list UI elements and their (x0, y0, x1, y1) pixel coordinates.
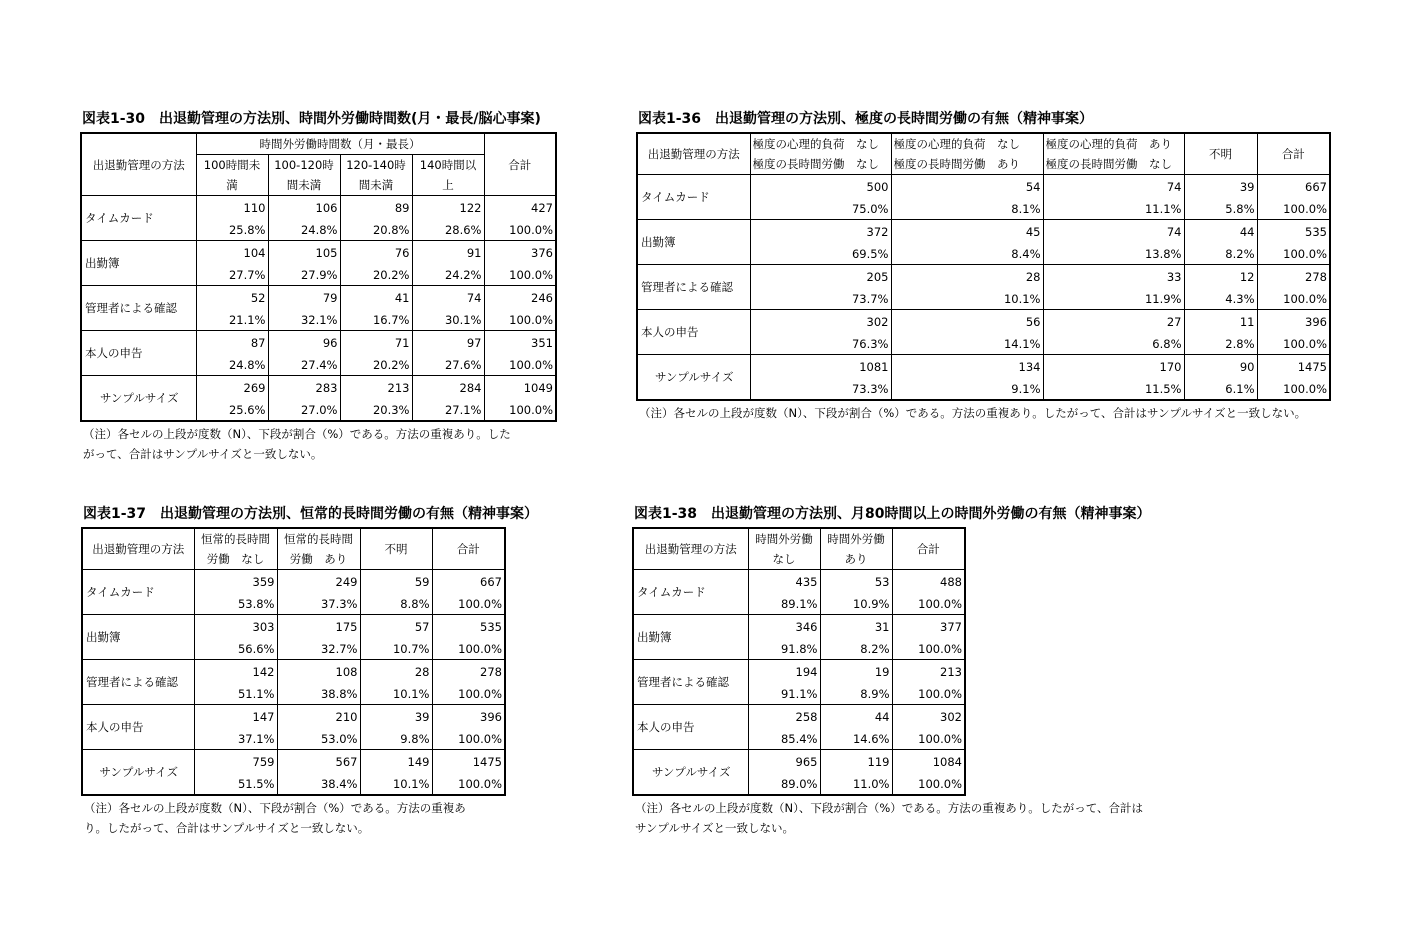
count-cell: 170 (1043, 355, 1184, 378)
percent-cell: 37.3% (277, 592, 360, 615)
count-cell: 488 (892, 570, 965, 593)
percent-cell: 89.0% (748, 772, 820, 795)
table-row (82, 705, 505, 728)
figure-title: 図表1-36 出退勤管理の方法別、極度の長時間労働の有無（精神事案） (638, 111, 1094, 127)
count-cell: 667 (1257, 175, 1330, 198)
count-cell: 31 (820, 615, 892, 638)
percent-cell: 27.6% (412, 353, 484, 376)
percent-cell: 32.7% (277, 637, 360, 660)
note-line: （注）各セルの上段が度数（N）、下段が割合（%）である。方法の重複あ (84, 801, 466, 815)
percent-cell: 32.1% (268, 308, 340, 331)
table-body (81, 133, 556, 421)
count-cell: 213 (340, 376, 412, 399)
percent-cell: 100.0% (432, 592, 505, 615)
count-cell: 142 (194, 660, 277, 683)
count-cell: 283 (268, 376, 340, 399)
percent-cell: 20.8% (340, 218, 412, 241)
row-label: 本人の申告 (633, 705, 748, 750)
figure-1-37 (81, 505, 538, 838)
count-cell: 1475 (432, 750, 505, 773)
count-cell: 396 (1257, 310, 1330, 333)
column-header: 極度の心理的負荷 あり (1043, 133, 1184, 154)
percent-cell: 100.0% (892, 682, 965, 705)
count-cell: 278 (432, 660, 505, 683)
percent-cell: 24.8% (196, 353, 268, 376)
percent-cell: 100.0% (484, 308, 556, 331)
method-header: 出退勤管理の方法 (82, 528, 194, 570)
row-label: 出勤簿 (633, 615, 748, 660)
count-cell: 258 (748, 705, 820, 728)
table-row (82, 660, 505, 683)
row-label: 本人の申告 (637, 310, 750, 355)
table-row (637, 265, 1330, 288)
percent-cell: 13.8% (1043, 242, 1184, 265)
table-row (81, 286, 556, 309)
row-label: サンプルサイズ (633, 750, 748, 796)
note-line: サンプルサイズと一致しない。 (635, 821, 795, 835)
table-row (633, 660, 965, 683)
row-label: サンプルサイズ (82, 750, 194, 796)
count-cell: 28 (360, 660, 432, 683)
row-label: 管理者による確認 (81, 286, 196, 331)
data-table (80, 132, 557, 422)
data-table (636, 132, 1331, 401)
count-cell: 39 (360, 705, 432, 728)
table-row (82, 615, 505, 638)
percent-cell: 100.0% (1257, 377, 1330, 400)
percent-cell: 37.1% (194, 727, 277, 750)
percent-cell: 27.0% (268, 398, 340, 421)
percent-cell: 10.1% (891, 287, 1043, 310)
percent-cell: 56.6% (194, 637, 277, 660)
table-row (81, 196, 556, 219)
percent-cell: 10.7% (360, 637, 432, 660)
percent-cell: 73.7% (750, 287, 891, 310)
count-cell: 39 (1184, 175, 1257, 198)
count-cell: 52 (196, 286, 268, 309)
count-cell: 122 (412, 196, 484, 219)
percent-cell: 11.9% (1043, 287, 1184, 310)
data-table (81, 527, 506, 796)
column-header: 恒常的長時間 (194, 528, 277, 549)
column-header: あり (820, 549, 892, 570)
percent-cell: 20.2% (340, 353, 412, 376)
percent-cell: 100.0% (892, 637, 965, 660)
count-cell: 44 (820, 705, 892, 728)
table-body (637, 133, 1330, 400)
percent-cell: 53.8% (194, 592, 277, 615)
count-cell: 74 (412, 286, 484, 309)
column-header: 極度の長時間労働 あり (891, 154, 1043, 175)
table-note (635, 798, 1151, 838)
row-label: 本人の申告 (82, 705, 194, 750)
count-cell: 1475 (1257, 355, 1330, 378)
percent-cell: 100.0% (1257, 332, 1330, 355)
count-cell: 56 (891, 310, 1043, 333)
count-cell: 105 (268, 241, 340, 264)
data-table (632, 527, 966, 796)
count-cell: 59 (360, 570, 432, 593)
count-cell: 965 (748, 750, 820, 773)
percent-cell: 53.0% (277, 727, 360, 750)
count-cell: 396 (432, 705, 505, 728)
row-label: 出勤簿 (81, 241, 196, 286)
percent-cell: 11.5% (1043, 377, 1184, 400)
percent-cell: 20.2% (340, 263, 412, 286)
note-line: （注）各セルの上段が度数（N）、下段が割合（%）である。方法の重複あり。したがって、合計は (635, 801, 1144, 815)
percent-cell: 91.1% (748, 682, 820, 705)
percent-cell: 100.0% (432, 727, 505, 750)
figure-1-38 (632, 505, 1151, 838)
count-cell: 74 (1043, 220, 1184, 243)
column-header: 間未満 (268, 175, 340, 196)
table-note (639, 403, 1331, 423)
count-cell: 110 (196, 196, 268, 219)
column-header: 120-140時 (340, 155, 412, 176)
table-row (637, 220, 1330, 243)
percent-cell: 91.8% (748, 637, 820, 660)
count-cell: 53 (820, 570, 892, 593)
figure-title: 図表1-38 出退勤管理の方法別、月80時間以上の時間外労働の有無（精神事案） (634, 506, 1151, 522)
count-cell: 12 (1184, 265, 1257, 288)
percent-cell: 10.1% (360, 682, 432, 705)
percent-cell: 100.0% (892, 772, 965, 795)
column-header: 100-120時 (268, 155, 340, 176)
count-cell: 119 (820, 750, 892, 773)
row-label: タイムカード (633, 570, 748, 615)
percent-cell: 25.6% (196, 398, 268, 421)
percent-cell: 69.5% (750, 242, 891, 265)
table-row (637, 175, 1330, 198)
row-label: 出勤簿 (637, 220, 750, 265)
percent-cell: 4.3% (1184, 287, 1257, 310)
count-cell: 134 (891, 355, 1043, 378)
table-row (81, 331, 556, 354)
percent-cell: 100.0% (484, 398, 556, 421)
note-line: がって、合計はサンプルサイズと一致しない。 (83, 447, 323, 461)
count-cell: 57 (360, 615, 432, 638)
column-header: 極度の長時間労働 なし (1043, 154, 1184, 175)
count-cell: 106 (268, 196, 340, 219)
count-cell: 213 (892, 660, 965, 683)
table-row (637, 310, 1330, 333)
table-body (633, 528, 965, 795)
count-cell: 303 (194, 615, 277, 638)
percent-cell: 51.5% (194, 772, 277, 795)
percent-cell: 8.8% (360, 592, 432, 615)
row-label: タイムカード (637, 175, 750, 220)
unknown-header: 不明 (360, 528, 432, 570)
column-header: 満 (196, 175, 268, 196)
percent-cell: 14.1% (891, 332, 1043, 355)
table-row (82, 570, 505, 593)
unknown-header: 不明 (1184, 133, 1257, 175)
row-label: 管理者による確認 (637, 265, 750, 310)
count-cell: 149 (360, 750, 432, 773)
count-cell: 1049 (484, 376, 556, 399)
count-cell: 1081 (750, 355, 891, 378)
count-cell: 76 (340, 241, 412, 264)
percent-cell: 11.1% (1043, 197, 1184, 220)
column-header: 間未満 (340, 175, 412, 196)
count-cell: 90 (1184, 355, 1257, 378)
row-label: タイムカード (82, 570, 194, 615)
column-header: 100時間未 (196, 155, 268, 176)
column-header: 時間外労働 (820, 528, 892, 549)
percent-cell: 76.3% (750, 332, 891, 355)
percent-cell: 2.8% (1184, 332, 1257, 355)
count-cell: 71 (340, 331, 412, 354)
table-row (81, 376, 556, 399)
note-line: り。したがって、合計はサンプルサイズと一致しない。 (84, 821, 370, 835)
percent-cell: 8.1% (891, 197, 1043, 220)
percent-cell: 100.0% (1257, 197, 1330, 220)
count-cell: 269 (196, 376, 268, 399)
percent-cell: 27.9% (268, 263, 340, 286)
percent-cell: 100.0% (432, 637, 505, 660)
percent-cell: 100.0% (484, 353, 556, 376)
column-header: 極度の心理的負荷 なし (750, 133, 891, 154)
percent-cell: 100.0% (484, 218, 556, 241)
count-cell: 372 (750, 220, 891, 243)
count-cell: 210 (277, 705, 360, 728)
table-row (633, 615, 965, 638)
count-cell: 28 (891, 265, 1043, 288)
table-row (81, 241, 556, 264)
count-cell: 427 (484, 196, 556, 219)
percent-cell: 27.7% (196, 263, 268, 286)
count-cell: 302 (750, 310, 891, 333)
count-cell: 41 (340, 286, 412, 309)
count-cell: 535 (432, 615, 505, 638)
percent-cell: 10.1% (360, 772, 432, 795)
percent-cell: 100.0% (432, 682, 505, 705)
row-label: 管理者による確認 (633, 660, 748, 705)
total-header: 合計 (1257, 133, 1330, 175)
percent-cell: 6.1% (1184, 377, 1257, 400)
count-cell: 535 (1257, 220, 1330, 243)
percent-cell: 8.2% (1184, 242, 1257, 265)
percent-cell: 30.1% (412, 308, 484, 331)
count-cell: 759 (194, 750, 277, 773)
percent-cell: 100.0% (1257, 242, 1330, 265)
percent-cell: 20.3% (340, 398, 412, 421)
percent-cell: 38.4% (277, 772, 360, 795)
percent-cell: 75.0% (750, 197, 891, 220)
percent-cell: 8.2% (820, 637, 892, 660)
table-row (633, 750, 965, 773)
count-cell: 667 (432, 570, 505, 593)
percent-cell: 6.8% (1043, 332, 1184, 355)
method-header: 出退勤管理の方法 (637, 133, 750, 175)
row-label: 管理者による確認 (82, 660, 194, 705)
percent-cell: 8.4% (891, 242, 1043, 265)
count-cell: 79 (268, 286, 340, 309)
count-cell: 97 (412, 331, 484, 354)
percent-cell: 100.0% (892, 727, 965, 750)
percent-cell: 100.0% (432, 772, 505, 795)
table-body (82, 528, 505, 795)
column-header: 上 (412, 175, 484, 196)
column-header: なし (748, 549, 820, 570)
count-cell: 1084 (892, 750, 965, 773)
method-header: 出退勤管理の方法 (81, 133, 196, 196)
note-line: （注）各セルの上段が度数（N）、下段が割合（%）である。方法の重複あり。した (83, 427, 511, 441)
count-cell: 249 (277, 570, 360, 593)
percent-cell: 27.4% (268, 353, 340, 376)
count-cell: 377 (892, 615, 965, 638)
count-cell: 346 (748, 615, 820, 638)
percent-cell: 100.0% (1257, 287, 1330, 310)
column-header: 極度の心理的負荷 なし (891, 133, 1043, 154)
percent-cell: 24.2% (412, 263, 484, 286)
percent-cell: 8.9% (820, 682, 892, 705)
group-header: 時間外労働時間数（月・最長） (196, 133, 484, 155)
row-label: 本人の申告 (81, 331, 196, 376)
count-cell: 108 (277, 660, 360, 683)
count-cell: 567 (277, 750, 360, 773)
count-cell: 376 (484, 241, 556, 264)
percent-cell: 10.9% (820, 592, 892, 615)
count-cell: 54 (891, 175, 1043, 198)
figure-1-30 (80, 110, 557, 464)
percent-cell: 14.6% (820, 727, 892, 750)
column-header: 労働 なし (194, 549, 277, 570)
count-cell: 147 (194, 705, 277, 728)
count-cell: 351 (484, 331, 556, 354)
count-cell: 91 (412, 241, 484, 264)
table-row (633, 570, 965, 593)
count-cell: 278 (1257, 265, 1330, 288)
percent-cell: 25.8% (196, 218, 268, 241)
count-cell: 87 (196, 331, 268, 354)
count-cell: 194 (748, 660, 820, 683)
column-header: 極度の長時間労働 なし (750, 154, 891, 175)
percent-cell: 21.1% (196, 308, 268, 331)
column-header: 140時間以 (412, 155, 484, 176)
count-cell: 205 (750, 265, 891, 288)
count-cell: 104 (196, 241, 268, 264)
count-cell: 27 (1043, 310, 1184, 333)
count-cell: 359 (194, 570, 277, 593)
row-label: サンプルサイズ (637, 355, 750, 401)
percent-cell: 100.0% (892, 592, 965, 615)
percent-cell: 28.6% (412, 218, 484, 241)
method-header: 出退勤管理の方法 (633, 528, 748, 570)
column-header: 恒常的長時間 (277, 528, 360, 549)
percent-cell: 11.0% (820, 772, 892, 795)
percent-cell: 51.1% (194, 682, 277, 705)
count-cell: 246 (484, 286, 556, 309)
count-cell: 175 (277, 615, 360, 638)
total-header: 合計 (892, 528, 965, 570)
count-cell: 284 (412, 376, 484, 399)
table-note (84, 798, 538, 838)
count-cell: 435 (748, 570, 820, 593)
row-label: タイムカード (81, 196, 196, 241)
count-cell: 45 (891, 220, 1043, 243)
table-row (82, 750, 505, 773)
percent-cell: 89.1% (748, 592, 820, 615)
count-cell: 89 (340, 196, 412, 219)
count-cell: 74 (1043, 175, 1184, 198)
figure-title: 図表1-30 出退勤管理の方法別、時間外労働時間数(月・最長/脳心事案) (82, 111, 541, 127)
total-header: 合計 (432, 528, 505, 570)
count-cell: 44 (1184, 220, 1257, 243)
table-note (83, 424, 557, 464)
note-line: （注）各セルの上段が度数（N）、下段が割合（%）である。方法の重複あり。したがって、合計はサンプルサイズと一致しない。 (639, 406, 1307, 420)
count-cell: 96 (268, 331, 340, 354)
percent-cell: 9.1% (891, 377, 1043, 400)
count-cell: 19 (820, 660, 892, 683)
percent-cell: 16.7% (340, 308, 412, 331)
percent-cell: 100.0% (484, 263, 556, 286)
total-header: 合計 (484, 133, 556, 196)
row-label: 出勤簿 (82, 615, 194, 660)
percent-cell: 85.4% (748, 727, 820, 750)
percent-cell: 38.8% (277, 682, 360, 705)
figure-1-36 (636, 110, 1331, 423)
table-row (637, 355, 1330, 378)
count-cell: 33 (1043, 265, 1184, 288)
figure-title: 図表1-37 出退勤管理の方法別、恒常的長時間労働の有無（精神事案） (83, 506, 539, 522)
column-header: 時間外労働 (748, 528, 820, 549)
percent-cell: 5.8% (1184, 197, 1257, 220)
table-row (633, 705, 965, 728)
percent-cell: 9.8% (360, 727, 432, 750)
count-cell: 302 (892, 705, 965, 728)
count-cell: 11 (1184, 310, 1257, 333)
percent-cell: 24.8% (268, 218, 340, 241)
count-cell: 500 (750, 175, 891, 198)
percent-cell: 27.1% (412, 398, 484, 421)
percent-cell: 73.3% (750, 377, 891, 400)
column-header: 労働 あり (277, 549, 360, 570)
row-label: サンプルサイズ (81, 376, 196, 422)
